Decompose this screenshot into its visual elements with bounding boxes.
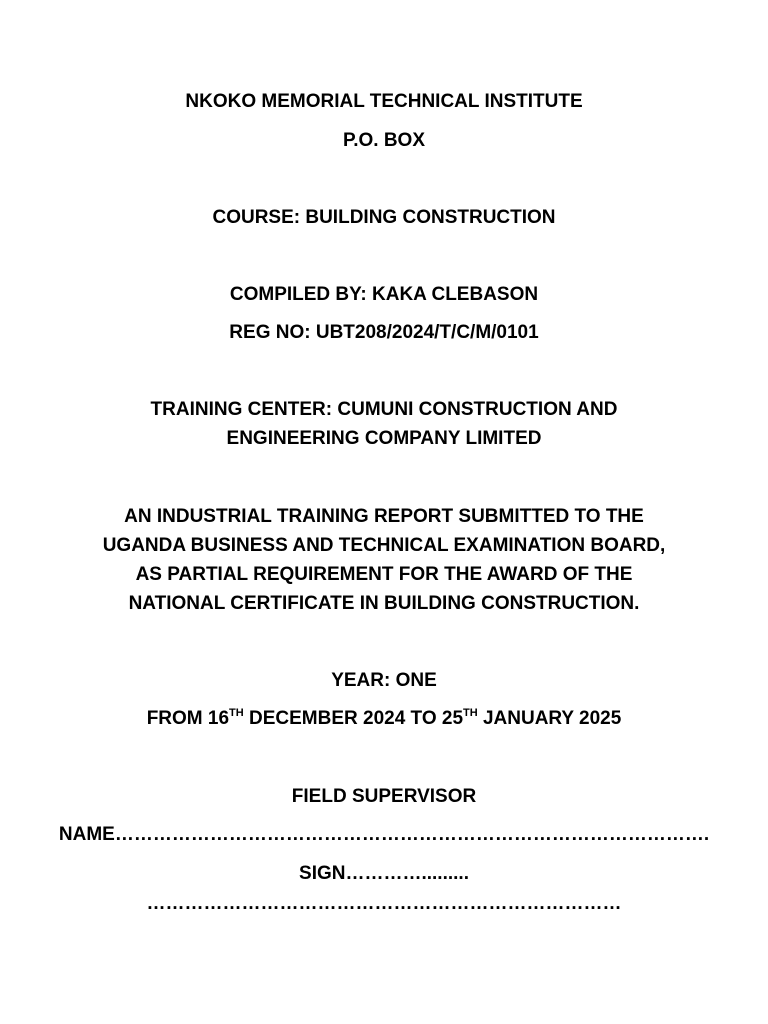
course-line: COURSE: BUILDING CONSTRUCTION <box>212 207 556 228</box>
training-center-line-1: TRAINING CENTER: CUMUNI CONSTRUCTION AND <box>150 399 618 420</box>
field-supervisor-heading: FIELD SUPERVISOR <box>291 786 477 807</box>
supervisor-name-line: NAME…………………………………………………………………………………. <box>58 824 710 845</box>
compiled-by-line: COMPILED BY: KAKA CLEBASON <box>229 284 539 305</box>
supervisor-blank-line: ………………………………………………………………… <box>146 893 622 914</box>
training-period <box>40 704 728 733</box>
period-from-prefix: FROM 16 <box>146 708 230 729</box>
supervisor-sign-line: SIGN…………......... <box>299 863 469 884</box>
report-statement-line-2: UGANDA BUSINESS AND TECHNICAL EXAMINATION BOARD, <box>102 535 666 556</box>
report-statement-line-1: AN INDUSTRIAL TRAINING REPORT SUBMITTED TO THE <box>124 506 644 527</box>
report-statement <box>60 502 708 618</box>
period-middle: DECEMBER 2024 TO 25 <box>243 708 464 729</box>
reg-no-line: REG NO: UBT208/2024/T/C/M/0101 <box>229 322 539 343</box>
year-line: YEAR: ONE <box>331 670 437 691</box>
institution-name: NKOKO MEMORIAL TECHNICAL INSTITUTE <box>185 91 583 112</box>
report-statement-line-4: NATIONAL CERTIFICATE IN BUILDING CONSTRUCTION. <box>128 593 640 614</box>
report-statement-line-3: AS PARTIAL REQUIREMENT FOR THE AWARD OF THE <box>135 564 633 585</box>
training-center-line-2: ENGINEERING COMPANY LIMITED <box>226 428 542 449</box>
institution-pobox: P.O. BOX <box>342 130 425 151</box>
period-to-suffix: TH <box>463 707 478 719</box>
period-end: JANUARY 2025 <box>477 708 622 729</box>
training-center <box>60 395 708 453</box>
period-from-suffix: TH <box>229 707 244 719</box>
